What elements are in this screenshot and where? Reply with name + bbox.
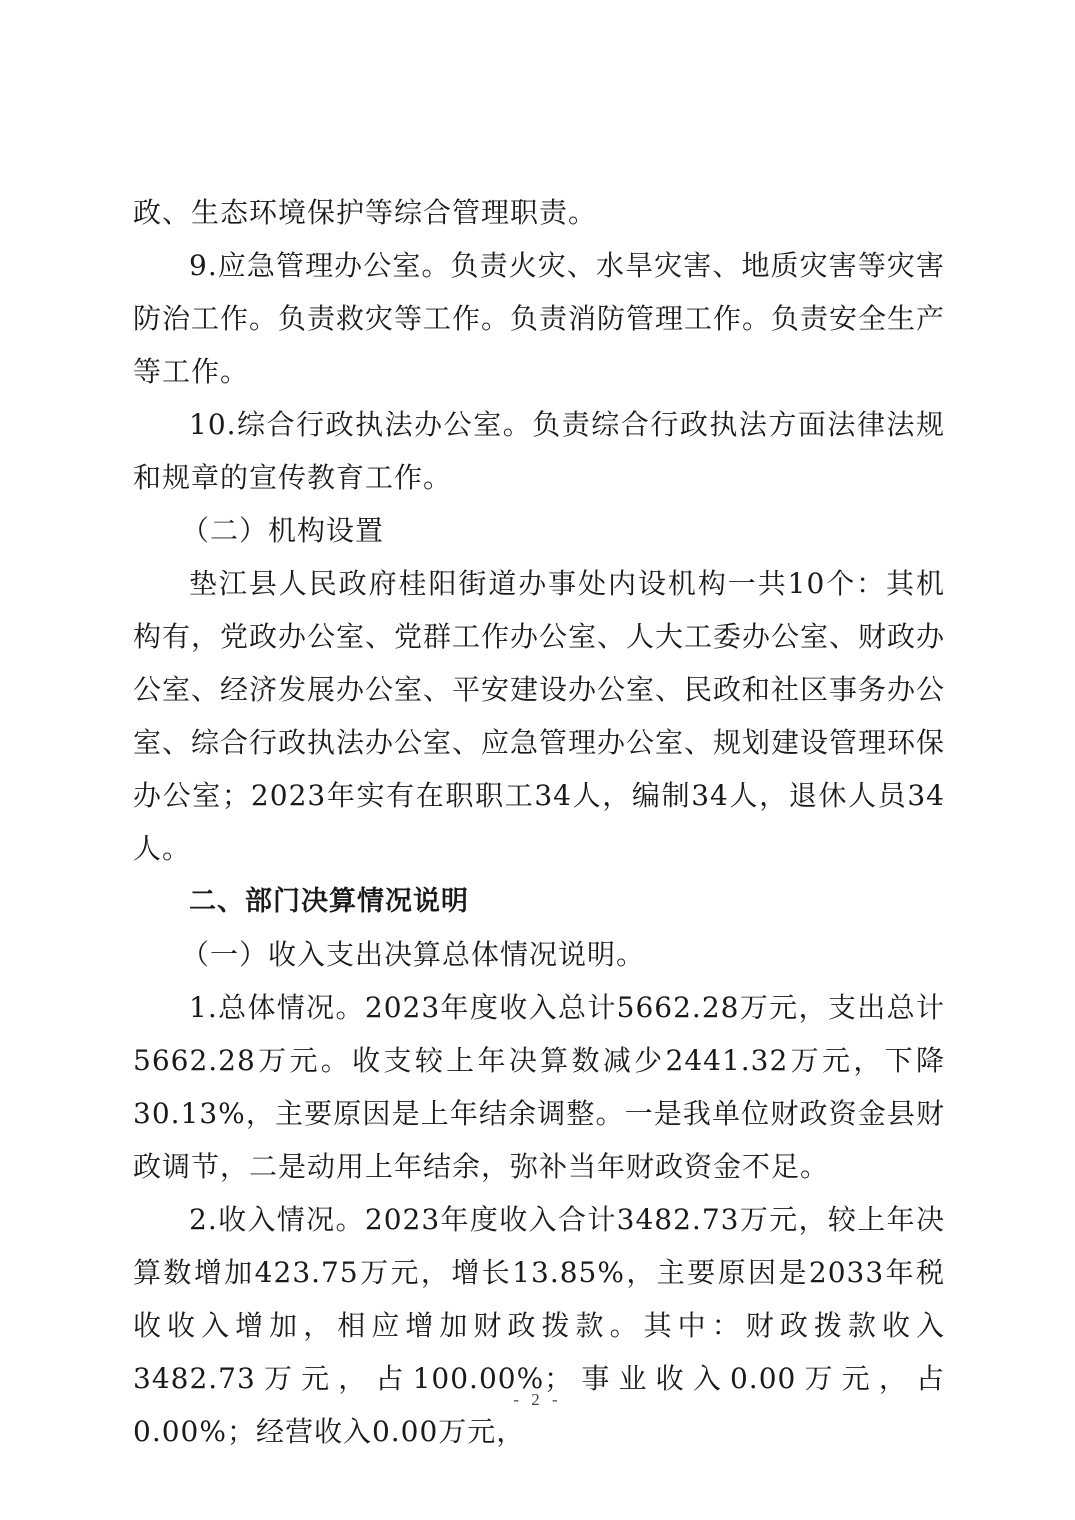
section-heading-department-accounts: 二、部门决算情况说明 — [189, 886, 469, 917]
paragraph-item-10: 10.综合行政执法办公室。负责综合行政执法方面法律法规和规章的宣传教育工作。 — [133, 408, 945, 494]
paragraph-org-setup: 垫江县人民政府桂阳街道办事处内设机构一共10个：其机构有，党政办公室、党群工作办公室、人大工委办公室、财政办公室、经济发展办公室、平安建设办公室、民政和社区事务办公室、综合行政执法办公室、应急管理办公室、规划建设管理环保办公室；2023年实有在职职工34人，编制34人，退休人员34人。 — [133, 567, 946, 865]
document-body — [133, 186, 945, 1458]
paragraph-continuation: 政、生态环境保护等综合管理职责。 — [133, 196, 598, 229]
paragraph-item-9: 9.应急管理办公室。负责火灾、水旱灾害、地质灾害等灾害防治工作。负责救灾等工作。负责消防管理工作。负责安全生产等工作。 — [133, 249, 946, 388]
section-heading-org-setup: （二）机构设置 — [181, 514, 385, 547]
page-number: - 2 - — [513, 1390, 562, 1409]
section-heading-income-expense: （一）收入支出决算总体情况说明。 — [181, 938, 646, 971]
paragraph-income: 2.收入情况。2023年度收入合计3482.73万元，较上年决算数增加423.75万元，增长13.85%，主要原因是2033年税收收入增加，相应增加财政拨款。其中：财政拨款收入3482.73万元，占100.00%；事业收入0.00万元，占0.00%；经营收入0.00万元， — [133, 1203, 945, 1448]
paragraph-overall: 1.总体情况。2023年度收入总计5662.28万元，支出总计5662.28万元。收支较上年决算数减少2441.32万元，下降30.13%，主要原因是上年结余调整。一是我单位财政资金县财政调节，二是动用上年结余，弥补当年财政资金不足。 — [133, 991, 945, 1183]
